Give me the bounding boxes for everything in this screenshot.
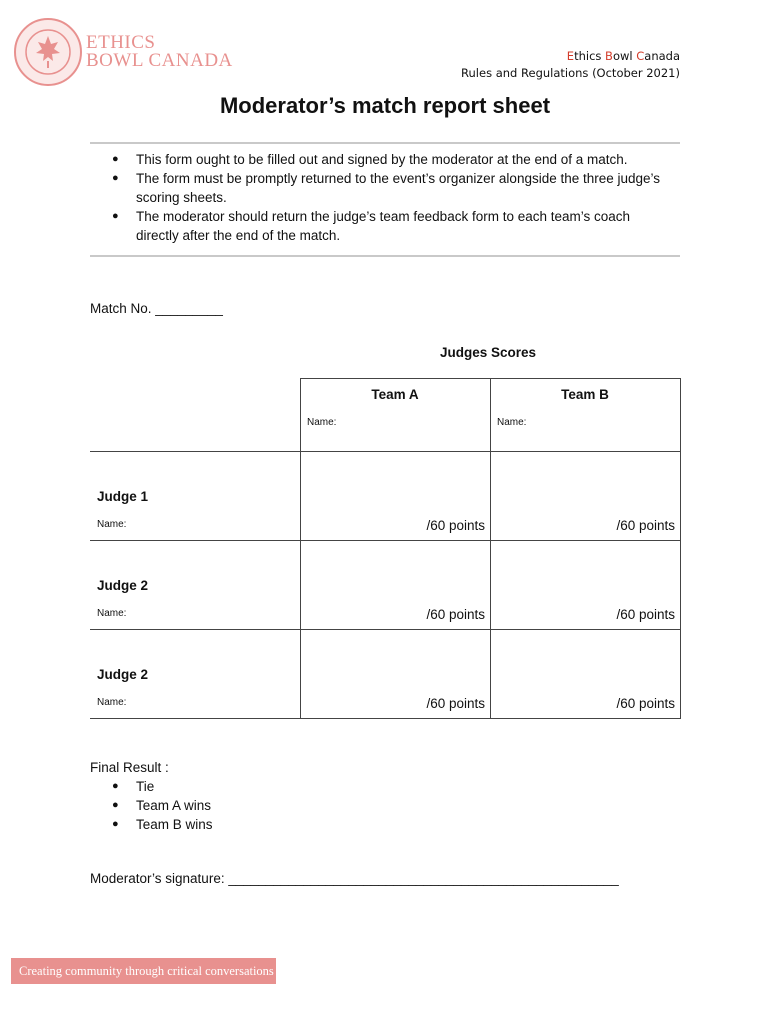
- judge-1-title: Judge 1: [97, 489, 149, 504]
- judge-3-team-a-points[interactable]: /60 points: [426, 696, 485, 711]
- table-line: [680, 378, 681, 719]
- team-a-name-field[interactable]: Name:: [307, 417, 337, 428]
- logo-wordmark: ETHICS BOWL CANADA: [86, 32, 233, 71]
- team-b-header: Team B: [561, 387, 609, 402]
- judge-3-name-field[interactable]: Name:: [97, 697, 127, 708]
- team-a-header: Team A: [371, 387, 419, 402]
- match-number-field[interactable]: Match No. _________: [90, 301, 223, 316]
- judge-2-name-field[interactable]: Name:: [97, 608, 127, 619]
- judge-3-team-b-points[interactable]: /60 points: [616, 696, 675, 711]
- page-title: Moderator’s match report sheet: [219, 93, 551, 118]
- judge-3-title: Judge 2: [97, 667, 149, 682]
- table-line: [90, 451, 681, 452]
- instruction-item: ● The form must be promptly returned to the event’s organizer alongside the three judge’s scoring sheets.: [90, 169, 680, 207]
- judge-1-name-field[interactable]: Name:: [97, 519, 127, 530]
- instruction-item: ● This form ought to be filled out and signed by the moderator at the end of a match.: [90, 150, 680, 169]
- final-result-label: Final Result :: [90, 760, 169, 775]
- table-line: [490, 378, 491, 719]
- team-b-name-field[interactable]: Name:: [497, 417, 527, 428]
- judge-1-team-b-points[interactable]: /60 points: [616, 518, 675, 533]
- final-option-team-a[interactable]: ● Team A wins: [90, 796, 213, 815]
- judge-2-team-b-points[interactable]: /60 points: [616, 607, 675, 622]
- instructions-list: [90, 150, 680, 245]
- table-line: [300, 378, 301, 719]
- table-line: [90, 629, 681, 630]
- moderator-signature-field[interactable]: Moderator’s signature: ____________________________________________________: [90, 871, 619, 886]
- document-subtitle: Rules and Regulations (October 2021): [461, 66, 680, 80]
- judge-2-team-a-points[interactable]: /60 points: [426, 607, 485, 622]
- document-header: [461, 48, 680, 82]
- footer-tagline: Creating community through critical conversations: [11, 958, 276, 984]
- scores-title: Judges Scores: [440, 345, 537, 360]
- org-name: Ethics Bowl Canada: [566, 49, 680, 63]
- instruction-item: ● The moderator should return the judge’s team feedback form to each team’s coach directly after the end of the match.: [90, 207, 680, 245]
- table-line: [90, 540, 681, 541]
- judge-1-team-a-points[interactable]: /60 points: [426, 518, 485, 533]
- logo-seal-icon: [14, 18, 82, 86]
- final-result: [90, 758, 213, 834]
- final-option-tie[interactable]: ● Tie: [90, 777, 213, 796]
- judge-2-title: Judge 2: [97, 578, 149, 593]
- final-result-options: [90, 777, 213, 834]
- table-line: [90, 718, 681, 719]
- divider: [90, 255, 680, 257]
- ethics-bowl-logo: [14, 18, 234, 90]
- divider: [90, 142, 680, 144]
- final-option-team-b[interactable]: ● Team B wins: [90, 815, 213, 834]
